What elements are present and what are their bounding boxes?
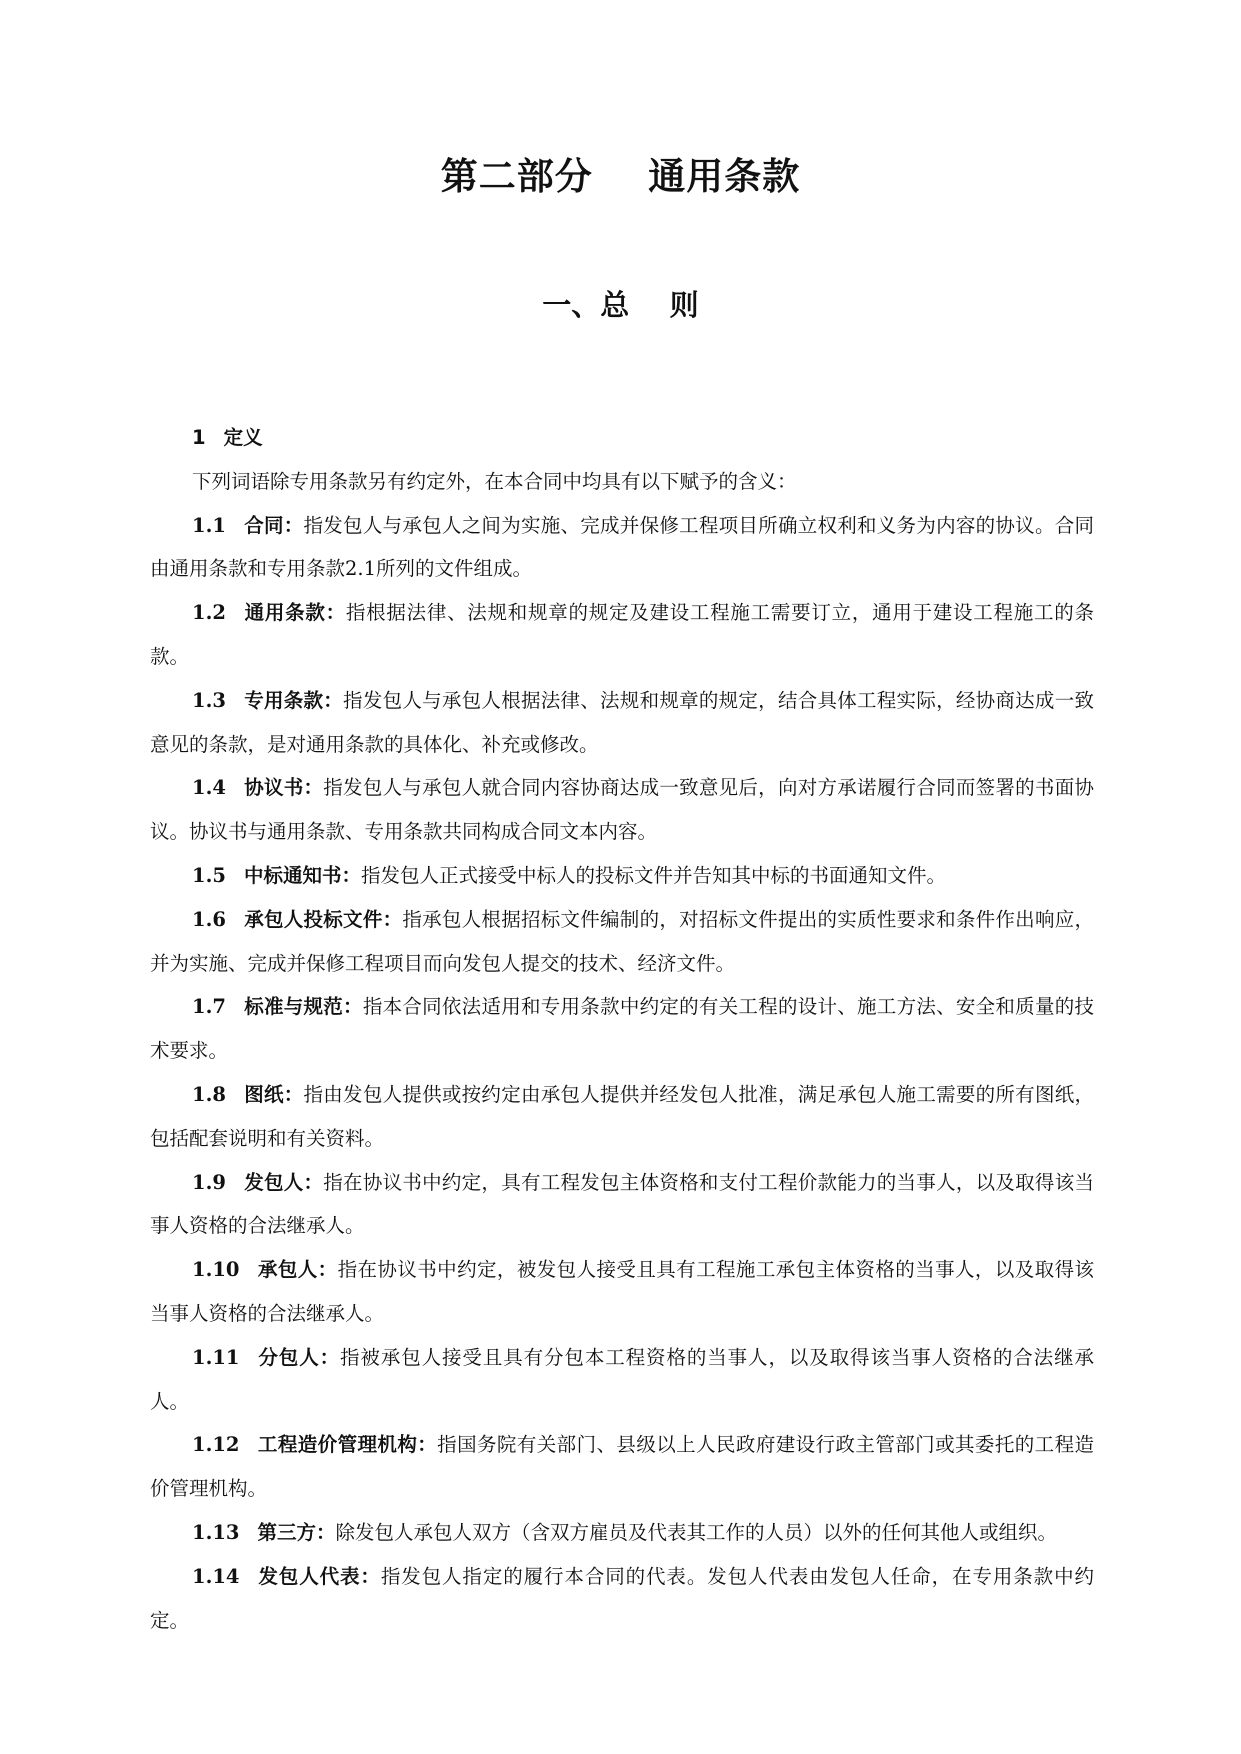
definition-item bbox=[150, 504, 1094, 592]
definition-number: 1.12 bbox=[192, 1433, 240, 1457]
chapter-title: 一、总 则 bbox=[542, 288, 699, 322]
definition-term: 通用条款： bbox=[243, 601, 346, 625]
definition-number: 1.11 bbox=[192, 1345, 240, 1369]
definition-term: 承包人投标文件： bbox=[243, 907, 403, 931]
definition-text: 指本合同依法适用和专用条款中约定的有关工程的设计、施工方法、安全和质量的技术要求。 bbox=[150, 995, 1094, 1063]
definition-number: 1.8 bbox=[192, 1082, 226, 1106]
definition-text: 指被承包人接受且具有分包本工程资格的当事人，以及取得该当事人资格的合法继承人。 bbox=[150, 1345, 1094, 1413]
definition-text: 指发包人与承包人就合同内容协商达成一致意见后，向对方承诺履行合同而签署的书面协议。协议书与通用条款、专用条款共同构成合同文本内容。 bbox=[150, 776, 1094, 844]
definition-number: 1.7 bbox=[192, 995, 226, 1019]
definition-text: 指国务院有关部门、县级以上人民政府建设行政主管部门或其委托的工程造价管理机构。 bbox=[150, 1433, 1094, 1501]
definition-text: 指承包人根据招标文件编制的，对招标文件提出的实质性要求和条件作出响应，并为实施、完成并保修工程项目而向发包人提交的技术、经济文件。 bbox=[150, 907, 1094, 975]
definition-item bbox=[150, 985, 1094, 1073]
definition-item bbox=[150, 1423, 1094, 1511]
definition-item bbox=[150, 1248, 1094, 1336]
definition-term: 工程造价管理机构： bbox=[257, 1433, 438, 1457]
definition-term: 分包人： bbox=[257, 1345, 341, 1369]
definition-number: 1.10 bbox=[192, 1258, 240, 1282]
definition-item bbox=[150, 1511, 1094, 1555]
section-title: 定义 bbox=[223, 426, 263, 449]
part-title: 第二部分 通用条款 bbox=[440, 155, 801, 198]
definition-term: 发包人： bbox=[243, 1170, 324, 1194]
definition-term: 第三方： bbox=[257, 1520, 336, 1544]
definition-text: 指发包人指定的履行本合同的代表。发包人代表由发包人任命，在专用条款中约定。 bbox=[150, 1564, 1094, 1632]
definition-item bbox=[150, 1161, 1094, 1249]
definition-term: 协议书： bbox=[243, 776, 324, 800]
definition-term: 专用条款： bbox=[243, 688, 344, 712]
definition-term: 图纸： bbox=[243, 1082, 304, 1106]
document-body bbox=[150, 416, 1094, 1642]
definition-text: 指发包人与承包人之间为实施、完成并保修工程项目所确立权利和义务为内容的协议。合同由通用条款和专用条款2.1所列的文件组成。 bbox=[150, 513, 1094, 581]
definition-number: 1.4 bbox=[192, 776, 226, 800]
definition-text: 除发包人承包人双方（含双方雇员及代表其工作的人员）以外的任何其他人或组织。 bbox=[335, 1520, 1058, 1544]
definition-term: 合同： bbox=[243, 513, 304, 537]
definition-item bbox=[150, 1073, 1094, 1161]
definition-number: 1.9 bbox=[192, 1170, 226, 1194]
definition-number: 1.14 bbox=[192, 1564, 240, 1588]
definition-number: 1.3 bbox=[192, 688, 226, 712]
definition-text: 指由发包人提供或按约定由承包人提供并经发包人批准，满足承包人施工需要的所有图纸，包括配套说明和有关资料。 bbox=[150, 1082, 1094, 1150]
definition-text: 指在协议书中约定，被发包人接受且具有工程施工承包主体资格的当事人，以及取得该当事人资格的合法继承人。 bbox=[150, 1258, 1094, 1325]
definition-list bbox=[150, 504, 1094, 1643]
definition-item bbox=[150, 854, 1094, 898]
definition-text: 指发包人与承包人根据法律、法规和规章的规定，结合具体工程实际，经协商达成一致意见的条款，是对通用条款的具体化、补充或修改。 bbox=[150, 688, 1094, 756]
section-heading bbox=[150, 416, 1094, 460]
intro-paragraph: 下列词语除专用条款另有约定外，在本合同中均具有以下赋予的含义： bbox=[192, 469, 797, 493]
definition-term: 标准与规范： bbox=[243, 995, 363, 1019]
definition-text: 指在协议书中约定，具有工程发包主体资格和支付工程价款能力的当事人，以及取得该当事人资格的合法继承人。 bbox=[150, 1170, 1094, 1238]
definition-text: 指发包人正式接受中标人的投标文件并告知其中标的书面通知文件。 bbox=[360, 863, 946, 887]
definition-item bbox=[150, 679, 1094, 767]
definition-number: 1.6 bbox=[192, 907, 226, 931]
definition-text: 指根据法律、法规和规章的规定及建设工程施工需要订立，通用于建设工程施工的条款。 bbox=[150, 601, 1094, 668]
definition-item bbox=[150, 591, 1094, 679]
definition-item bbox=[150, 898, 1094, 986]
definition-item bbox=[150, 766, 1094, 854]
definition-number: 1.5 bbox=[192, 863, 226, 887]
definition-number: 1.13 bbox=[192, 1520, 240, 1544]
section-number: 1 bbox=[192, 426, 206, 449]
definition-number: 1.2 bbox=[192, 601, 226, 625]
definition-item bbox=[150, 1336, 1094, 1424]
definition-term: 承包人： bbox=[257, 1258, 338, 1282]
definition-item bbox=[150, 1555, 1094, 1643]
definition-term: 发包人代表： bbox=[257, 1564, 381, 1588]
definition-term: 中标通知书： bbox=[243, 863, 361, 887]
definition-number: 1.1 bbox=[192, 513, 226, 537]
